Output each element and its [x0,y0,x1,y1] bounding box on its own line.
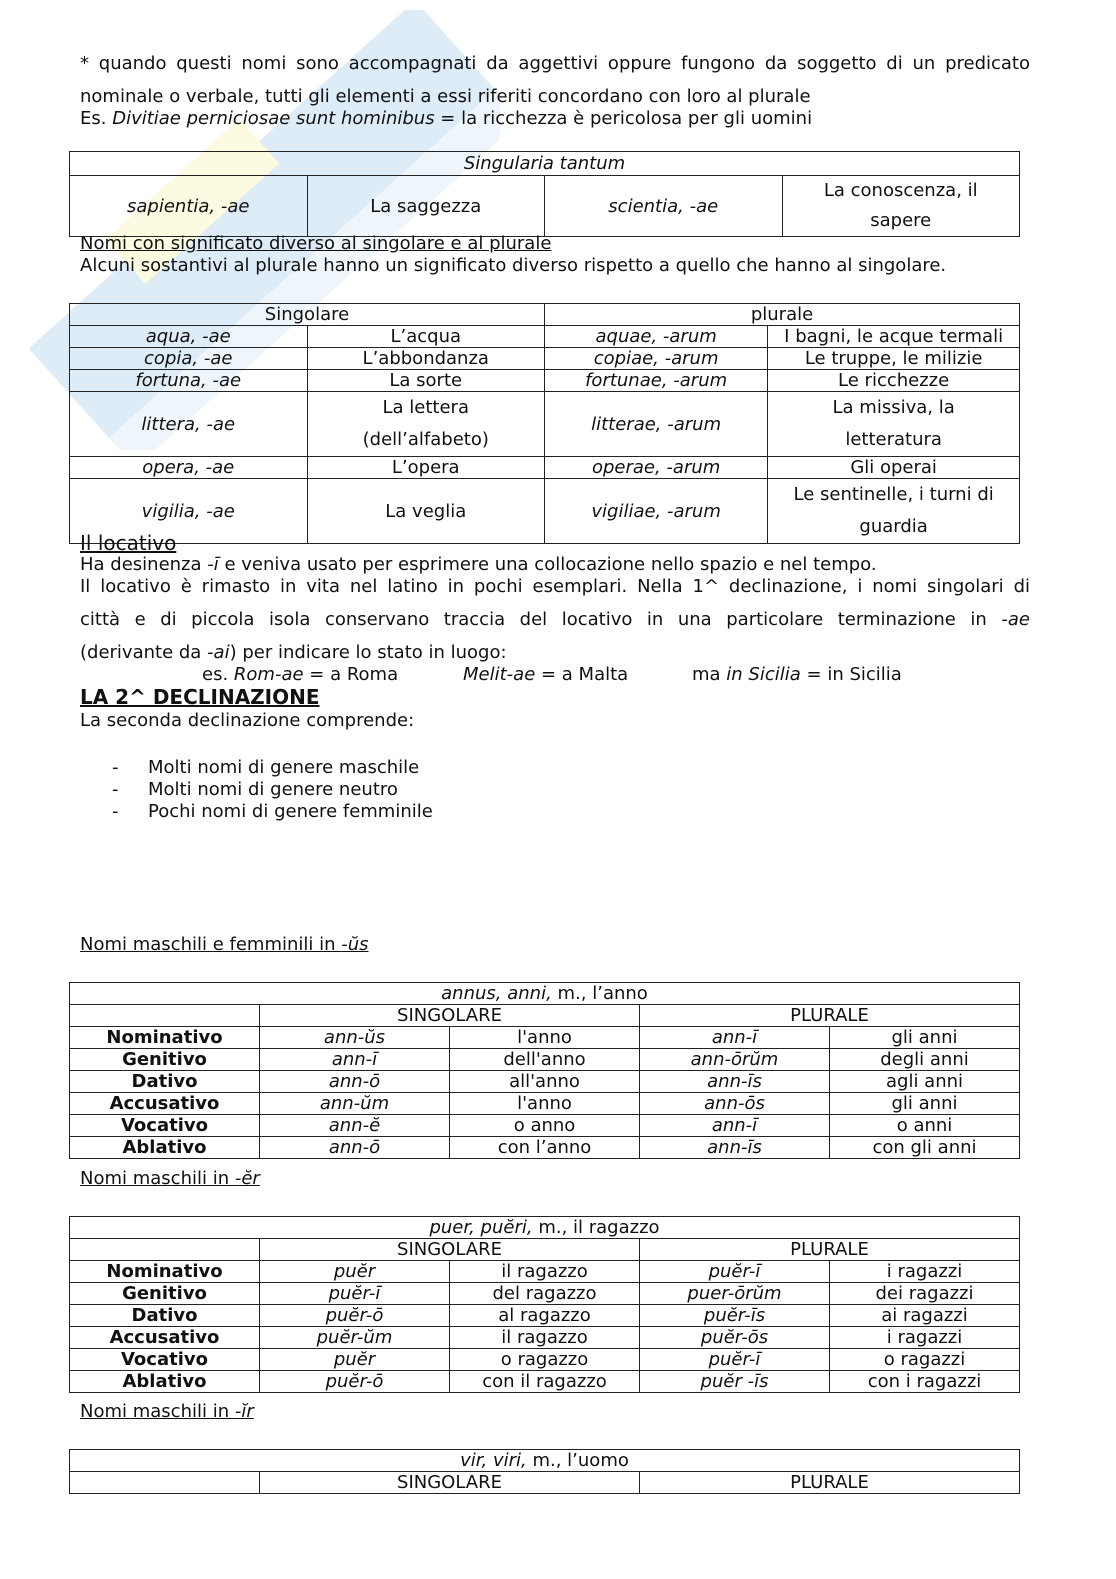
table-cell: o ragazzi [830,1349,1020,1371]
table-title: Singularia tantum [70,152,1020,176]
list-item [112,801,433,823]
cell-line: La conoscenza, il [823,180,978,201]
text-span: Melit-ae [463,664,536,685]
singularia-table [69,151,1020,237]
table-title [70,1450,1020,1472]
example-translation: = la ricchezza è pericolosa per gli uomini [434,108,813,129]
column-header-plurale: PLURALE [640,1239,1020,1261]
locativo-example-malta [463,664,628,686]
table-cell: ai ragazzi [830,1305,1020,1327]
locativo-line-1 [80,554,877,576]
table-cell: Le ricchezze [768,370,1020,392]
locativo-example-roma [202,664,398,686]
table-cell: aqua, -ae [70,326,308,348]
table-cell: opera, -ae [70,457,308,479]
table-cell: con il ragazzo [450,1371,640,1393]
table-cell: con l’anno [450,1137,640,1159]
table-cell: i ragazzi [830,1261,1020,1283]
table-cell: sapientia, -ae [70,176,308,237]
table-cell: scientia, -ae [545,176,783,237]
case-label: Accusativo [70,1327,260,1349]
cell-line: letteratura [845,429,942,450]
table-cell: Gli operai [768,457,1020,479]
table-cell: ann-ōrŭm [640,1049,830,1071]
table-cell-empty [70,1472,260,1494]
table-cell-empty [70,1005,260,1027]
text-span: -ae [1001,609,1030,630]
text-span: es. [202,664,234,685]
table-cell: L’acqua [307,326,545,348]
table-cell: con gli anni [830,1137,1020,1159]
column-header-plurale: PLURALE [640,1005,1020,1027]
list-dash: - [112,779,119,800]
table-cell [768,479,1020,544]
table-cell: degli anni [830,1049,1020,1071]
table-row [70,348,1020,370]
case-label: Nominativo [70,1261,260,1283]
table-row [70,392,1020,457]
locativo-line-3 [80,609,1030,631]
text-span: m., il ragazzo [532,1217,660,1238]
table-row [70,1371,1020,1393]
text-span: annus, anni, [441,983,552,1004]
table-cell: i ragazzi [830,1327,1020,1349]
text-span: m., l’uomo [526,1450,629,1471]
list-dash: - [112,801,119,822]
table-cell: L’opera [307,457,545,479]
text-span: -ī [207,554,219,575]
table-cell: ann-īs [640,1137,830,1159]
text-span: -ĕr [234,1168,260,1189]
table-cell: puĕr-ōs [640,1327,830,1349]
locativo-line-2: Il locativo è rimasto in vita nel latino in pochi esemplari. Nella 1^ declinazione, i nomi singolari di [80,576,1030,597]
case-label: Dativo [70,1071,260,1093]
text-span: -ĭr [234,1401,254,1422]
table-cell: ann-ī [640,1115,830,1137]
table-row [70,1349,1020,1371]
locativo-example-sicilia [692,664,902,686]
declinazione-intro: La seconda declinazione comprende: [80,710,415,731]
section-heading-declinazione: LA 2^ DECLINAZIONE [80,685,320,709]
table-cell: ann-ŭs [260,1027,450,1049]
text-span: ma [692,664,727,685]
table-cell: o anno [450,1115,640,1137]
text-span: = in Sicilia [800,664,902,685]
table-cell: La saggezza [307,176,545,237]
puer-table [69,1216,1020,1393]
case-label: Genitivo [70,1283,260,1305]
locativo-line-4 [80,642,507,664]
table-row [70,1071,1020,1093]
table-cell: ann-ō [260,1071,450,1093]
table-cell: puĕr-īs [640,1305,830,1327]
table-cell [768,392,1020,457]
list-item-text: Molti nomi di genere neutro [148,779,398,800]
table-row [70,1261,1020,1283]
list-dash: - [112,757,119,778]
table-cell: agli anni [830,1071,1020,1093]
table-cell: fortunae, -arum [545,370,768,392]
table-cell: aquae, -arum [545,326,768,348]
section-text-diverso: Alcuni sostantivi al plurale hanno un significato diverso rispetto a quello che hanno al singolare. [80,255,947,276]
table-cell: operae, -arum [545,457,768,479]
case-label: Nominativo [70,1027,260,1049]
table-cell: all'anno [450,1071,640,1093]
table-cell: puĕr-ī [260,1283,450,1305]
table-cell: I bagni, le acque termali [768,326,1020,348]
table-cell: gli anni [830,1093,1020,1115]
list-item [112,757,433,779]
table-cell: ann-ō [260,1137,450,1159]
list-item-text: Pochi nomi di genere femminile [148,801,433,822]
table-cell: l'anno [450,1093,640,1115]
text-span: Nomi maschili in [80,1168,235,1189]
table-cell: il ragazzo [450,1261,640,1283]
table-cell: puĕr [260,1261,450,1283]
table-cell: puĕr-ŭm [260,1327,450,1349]
table-cell: puĕr-ō [260,1371,450,1393]
heading-vir [80,1401,254,1423]
case-label: Vocativo [70,1349,260,1371]
table-cell: o anni [830,1115,1020,1137]
table-row [70,1049,1020,1071]
list-item [112,779,433,801]
column-header-singolare: Singolare [70,304,545,326]
case-label: Ablativo [70,1137,260,1159]
table-cell: dei ragazzi [830,1283,1020,1305]
table-row [70,1027,1020,1049]
table-cell: fortuna, -ae [70,370,308,392]
text-span: (derivante da [80,642,208,663]
table-row [70,1305,1020,1327]
table-row [70,370,1020,392]
table-cell: puĕr-ō [260,1305,450,1327]
table-cell: ann-ī [640,1027,830,1049]
table-cell: ann-ŭm [260,1093,450,1115]
table-cell: littera, -ae [70,392,308,457]
table-title [70,1217,1020,1239]
table-cell: gli anni [830,1027,1020,1049]
table-cell: al ragazzo [450,1305,640,1327]
text-span: -ŭs [341,934,369,955]
intro-example [80,108,812,130]
example-latin: Divitiae perniciosae sunt hominibus [112,108,435,129]
table-cell: Le truppe, le milizie [768,348,1020,370]
table-row [70,457,1020,479]
table-row [70,1093,1020,1115]
text-span: = a Malta [535,664,629,685]
column-header-plurale: PLURALE [640,1472,1020,1494]
cell-line: La missiva, la [832,397,955,418]
heading-puer [80,1168,260,1190]
table-cell: vigiliae, -arum [545,479,768,544]
example-prefix: Es. [80,108,113,129]
declinazione-list [112,757,433,823]
cell-line: (dell’alfabeto) [362,429,489,450]
text-span: m., l’anno [551,983,648,1004]
section-heading-diverso: Nomi con significato diverso al singolare e al plurale [80,233,552,254]
column-header-singolare: SINGOLARE [260,1239,640,1261]
intro-line-1: * quando questi nomi sono accompagnati da aggettivi oppure fungono da soggetto di un predicato [80,53,1030,74]
cell-line: guardia [859,516,928,537]
table-cell: l'anno [450,1027,640,1049]
table-cell: ann-ōs [640,1093,830,1115]
text-span: Rom-ae [233,664,304,685]
vir-table [69,1449,1020,1494]
column-header-singolare: SINGOLARE [260,1005,640,1027]
table-row [70,1115,1020,1137]
table-cell: puĕr [260,1349,450,1371]
diverso-table [69,303,1020,544]
heading-annus [80,934,369,956]
table-cell: dell'anno [450,1049,640,1071]
table-cell [782,176,1020,237]
text-span: -ai [207,642,230,663]
case-label: Ablativo [70,1371,260,1393]
case-label: Dativo [70,1305,260,1327]
table-cell: con i ragazzi [830,1371,1020,1393]
table-cell: puĕr-ī [640,1261,830,1283]
table-cell: puĕr-ī [640,1349,830,1371]
text-span: e veniva usato per esprimere una collocazione nello spazio e nel tempo. [218,554,877,575]
cell-line: sapere [870,210,932,231]
table-cell: ann-īs [640,1071,830,1093]
text-span: in Sicilia [726,664,801,685]
table-cell: copia, -ae [70,348,308,370]
table-row [70,479,1020,544]
table-cell: La sorte [307,370,545,392]
table-cell: puer-ōrŭm [640,1283,830,1305]
table-cell: ann-ĕ [260,1115,450,1137]
text-span: Nomi maschili in [80,1401,235,1422]
table-row [70,1137,1020,1159]
table-cell: del ragazzo [450,1283,640,1305]
case-label: Vocativo [70,1115,260,1137]
text-span: vir, viri, [460,1450,527,1471]
list-item-text: Molti nomi di genere maschile [148,757,420,778]
table-cell: copiae, -arum [545,348,768,370]
table-cell: litterae, -arum [545,392,768,457]
intro-line-2: nominale o verbale, tutti gli elementi a essi riferiti concordano con loro al plurale [80,86,811,107]
column-header-plurale: plurale [545,304,1020,326]
case-label: Accusativo [70,1093,260,1115]
table-cell: La veglia [307,479,545,544]
case-label: Genitivo [70,1049,260,1071]
text-span: Ha desinenza [80,554,208,575]
section-heading-locativo: Il locativo [80,531,177,555]
table-row [70,1283,1020,1305]
table-cell: il ragazzo [450,1327,640,1349]
table-row [70,1327,1020,1349]
table-cell: L’abbondanza [307,348,545,370]
table-cell [307,392,545,457]
text-span: Nomi maschili e femminili in [80,934,342,955]
text-span: = a Roma [303,664,399,685]
column-header-singolare: SINGOLARE [260,1472,640,1494]
text-span: puer, puĕri, [429,1217,533,1238]
cell-line: Le sentinelle, i turni di [793,484,994,505]
table-row [70,326,1020,348]
cell-line: La lettera [382,397,469,418]
table-cell: puĕr -īs [640,1371,830,1393]
text-span: ) per indicare lo stato in luogo: [229,642,507,663]
table-cell: ann-ī [260,1049,450,1071]
table-cell: o ragazzo [450,1349,640,1371]
table-cell-empty [70,1239,260,1261]
text-span: città e di piccola isola conservano traccia del locativo in una particolare terminazione in [80,609,1002,630]
table-title [70,983,1020,1005]
table-cell: vigilia, -ae [70,479,308,544]
annus-table [69,982,1020,1159]
